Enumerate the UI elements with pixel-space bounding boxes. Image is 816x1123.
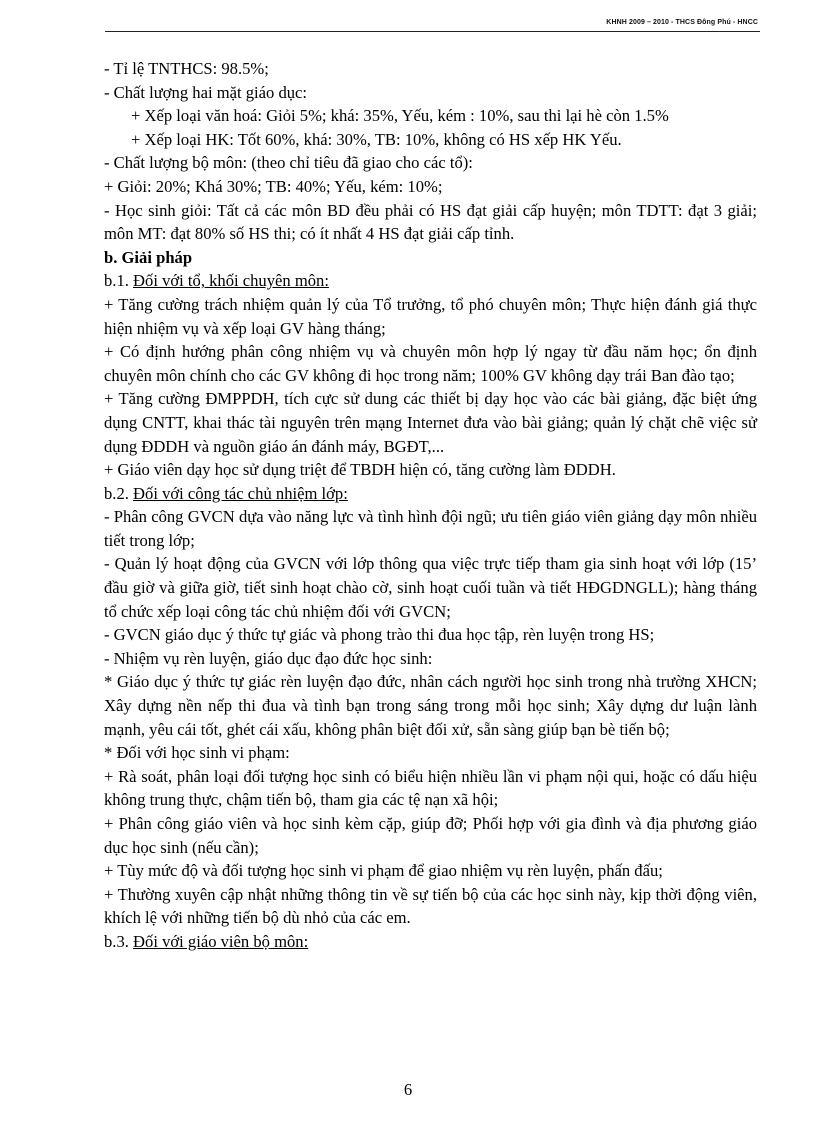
subsection-number: b.1. xyxy=(104,271,134,291)
subsection-number: b.3. xyxy=(104,931,134,951)
paragraph: - Chất lượng bộ môn: (theo chỉ tiêu đã giao cho các tổ): xyxy=(104,153,473,173)
paragraph: + Tăng cường trách nhiệm quản lý của Tổ trưởng, tổ phó chuyên môn; Thực hiện đánh giá thực hiện nhiệm vụ và xếp loại GV hàng tháng; xyxy=(104,294,757,338)
paragraph: + Tùy mức độ và đối tượng học sinh vi phạm để giao nhiệm vụ rèn luyện, phấn đấu; xyxy=(104,861,663,881)
paragraph: * Đối với học sinh vi phạm: xyxy=(104,743,290,763)
subsection-heading xyxy=(104,269,757,293)
header-rule xyxy=(105,31,760,32)
paragraph: + Thường xuyên cập nhật những thông tin về sự tiến bộ của các học sinh này, kịp thời động viên, khích lệ với những tiến bộ dù nhỏ của các em. xyxy=(104,884,757,928)
section-heading: b. Giải pháp xyxy=(104,247,193,267)
paragraph: + Rà soát, phân loại đối tượng học sinh có biểu hiện nhiều lần vi phạm nội qui, hoặc có dấu hiệu không trung thực, chậm tiến bộ, tham gia các tệ nạn xã hội; xyxy=(104,766,757,810)
subsection-heading xyxy=(104,482,757,506)
body-text xyxy=(104,57,757,954)
paragraph: * Giáo dục ý thức tự giác rèn luyện đạo đức, nhân cách người học sinh trong nhà trường XHCN; Xây dựng nền nếp thi đua và tình bạn trong sáng trong mỗi học sinh; Xây dựng dư luận lành mạnh, yêu cái tốt, ghét cái xấu, không phân biệt đối xử, sẵn sàng giúp bạn bè tiến bộ; xyxy=(104,672,757,739)
paragraph: + Có định hướng phân công nhiệm vụ và chuyên môn hợp lý ngay từ đầu năm học; ổn định chuyên môn chính cho các GV không đi học trong năm; 100% GV không dạy trái Ban đào tạo; xyxy=(104,342,757,385)
paragraph: - Chất lượng hai mặt giáo dục: xyxy=(104,82,308,102)
subsection-title: Đối với giáo viên bộ môn: xyxy=(133,931,309,951)
subsection-heading xyxy=(104,930,757,954)
subsection-title: Đối với công tác chủ nhiệm lớp: xyxy=(133,483,348,503)
paragraph: + Xếp loại văn hoá: Giỏi 5%; khá: 35%, Yếu, kém : 10%, sau thi lại hè còn 1.5% xyxy=(131,106,669,126)
paragraph: + Xếp loại HK: Tốt 60%, khá: 30%, TB: 10%, không có HS xếp HK Yếu. xyxy=(131,129,622,149)
paragraph: + Phân công giáo viên và học sinh kèm cặp, giúp đỡ; Phối hợp với gia đình và địa phương giáo dục học sinh (nếu cần); xyxy=(104,814,757,857)
paragraph: - Học sinh giỏi: Tất cả các môn BD đều phải có HS đạt giải cấp huyện; môn TDTT: đạt 3 giải; môn MT: đạt 80% số HS thi; có ít nhất 4 HS đạt giải cấp tỉnh. xyxy=(104,200,757,244)
paragraph: - Quản lý hoạt động của GVCN với lớp thông qua việc trực tiếp tham gia sinh hoạt với lớp (15’ đầu giờ và giữa giờ, tiết sinh hoạt chào cờ, sinh hoạt cuối tuần và tiết HĐGDNGLL); hàng tháng tổ chức xếp loại công tác chủ nhiệm đối với GVCN; xyxy=(104,554,757,621)
paragraph: + Tăng cường ĐMPPDH, tích cực sử dung các thiết bị dạy học vào các bài giảng, đặc biệt ứng dụng CNTT, khai thác tài nguyên trên mạng Internet đưa vào bài giảng; quản lý chặt chẽ việc sử dụng ĐDDH và nguồn giáo án đánh máy, BGĐT,... xyxy=(104,389,757,456)
paragraph: - Tỉ lệ TNTHCS: 98.5%; xyxy=(104,59,269,78)
subsection-title: Đối với tổ, khối chuyên môn: xyxy=(133,271,329,291)
paragraph: + Giáo viên dạy học sử dụng triệt để TBDH hiện có, tăng cường làm ĐDDH. xyxy=(104,460,616,480)
paragraph: - Phân công GVCN dựa vào năng lực và tình hình đội ngũ; ưu tiên giáo viên giảng dạy môn nhiều tiết trong lớp; xyxy=(104,507,757,550)
paragraph: - GVCN giáo dục ý thức tự giác và phong trào thi đua học tập, rèn luyện trong HS; xyxy=(104,625,655,645)
page-number: 6 xyxy=(403,1080,413,1099)
running-header: KHNH 2009 – 2010 - THCS Đông Phú - HNCC xyxy=(606,19,758,26)
paragraph: - Nhiệm vụ rèn luyện, giáo dục đạo đức học sinh: xyxy=(104,648,433,668)
subsection-number: b.2. xyxy=(104,483,134,503)
paragraph: + Giỏi: 20%; Khá 30%; TB: 40%; Yếu, kém: 10%; xyxy=(104,176,443,196)
